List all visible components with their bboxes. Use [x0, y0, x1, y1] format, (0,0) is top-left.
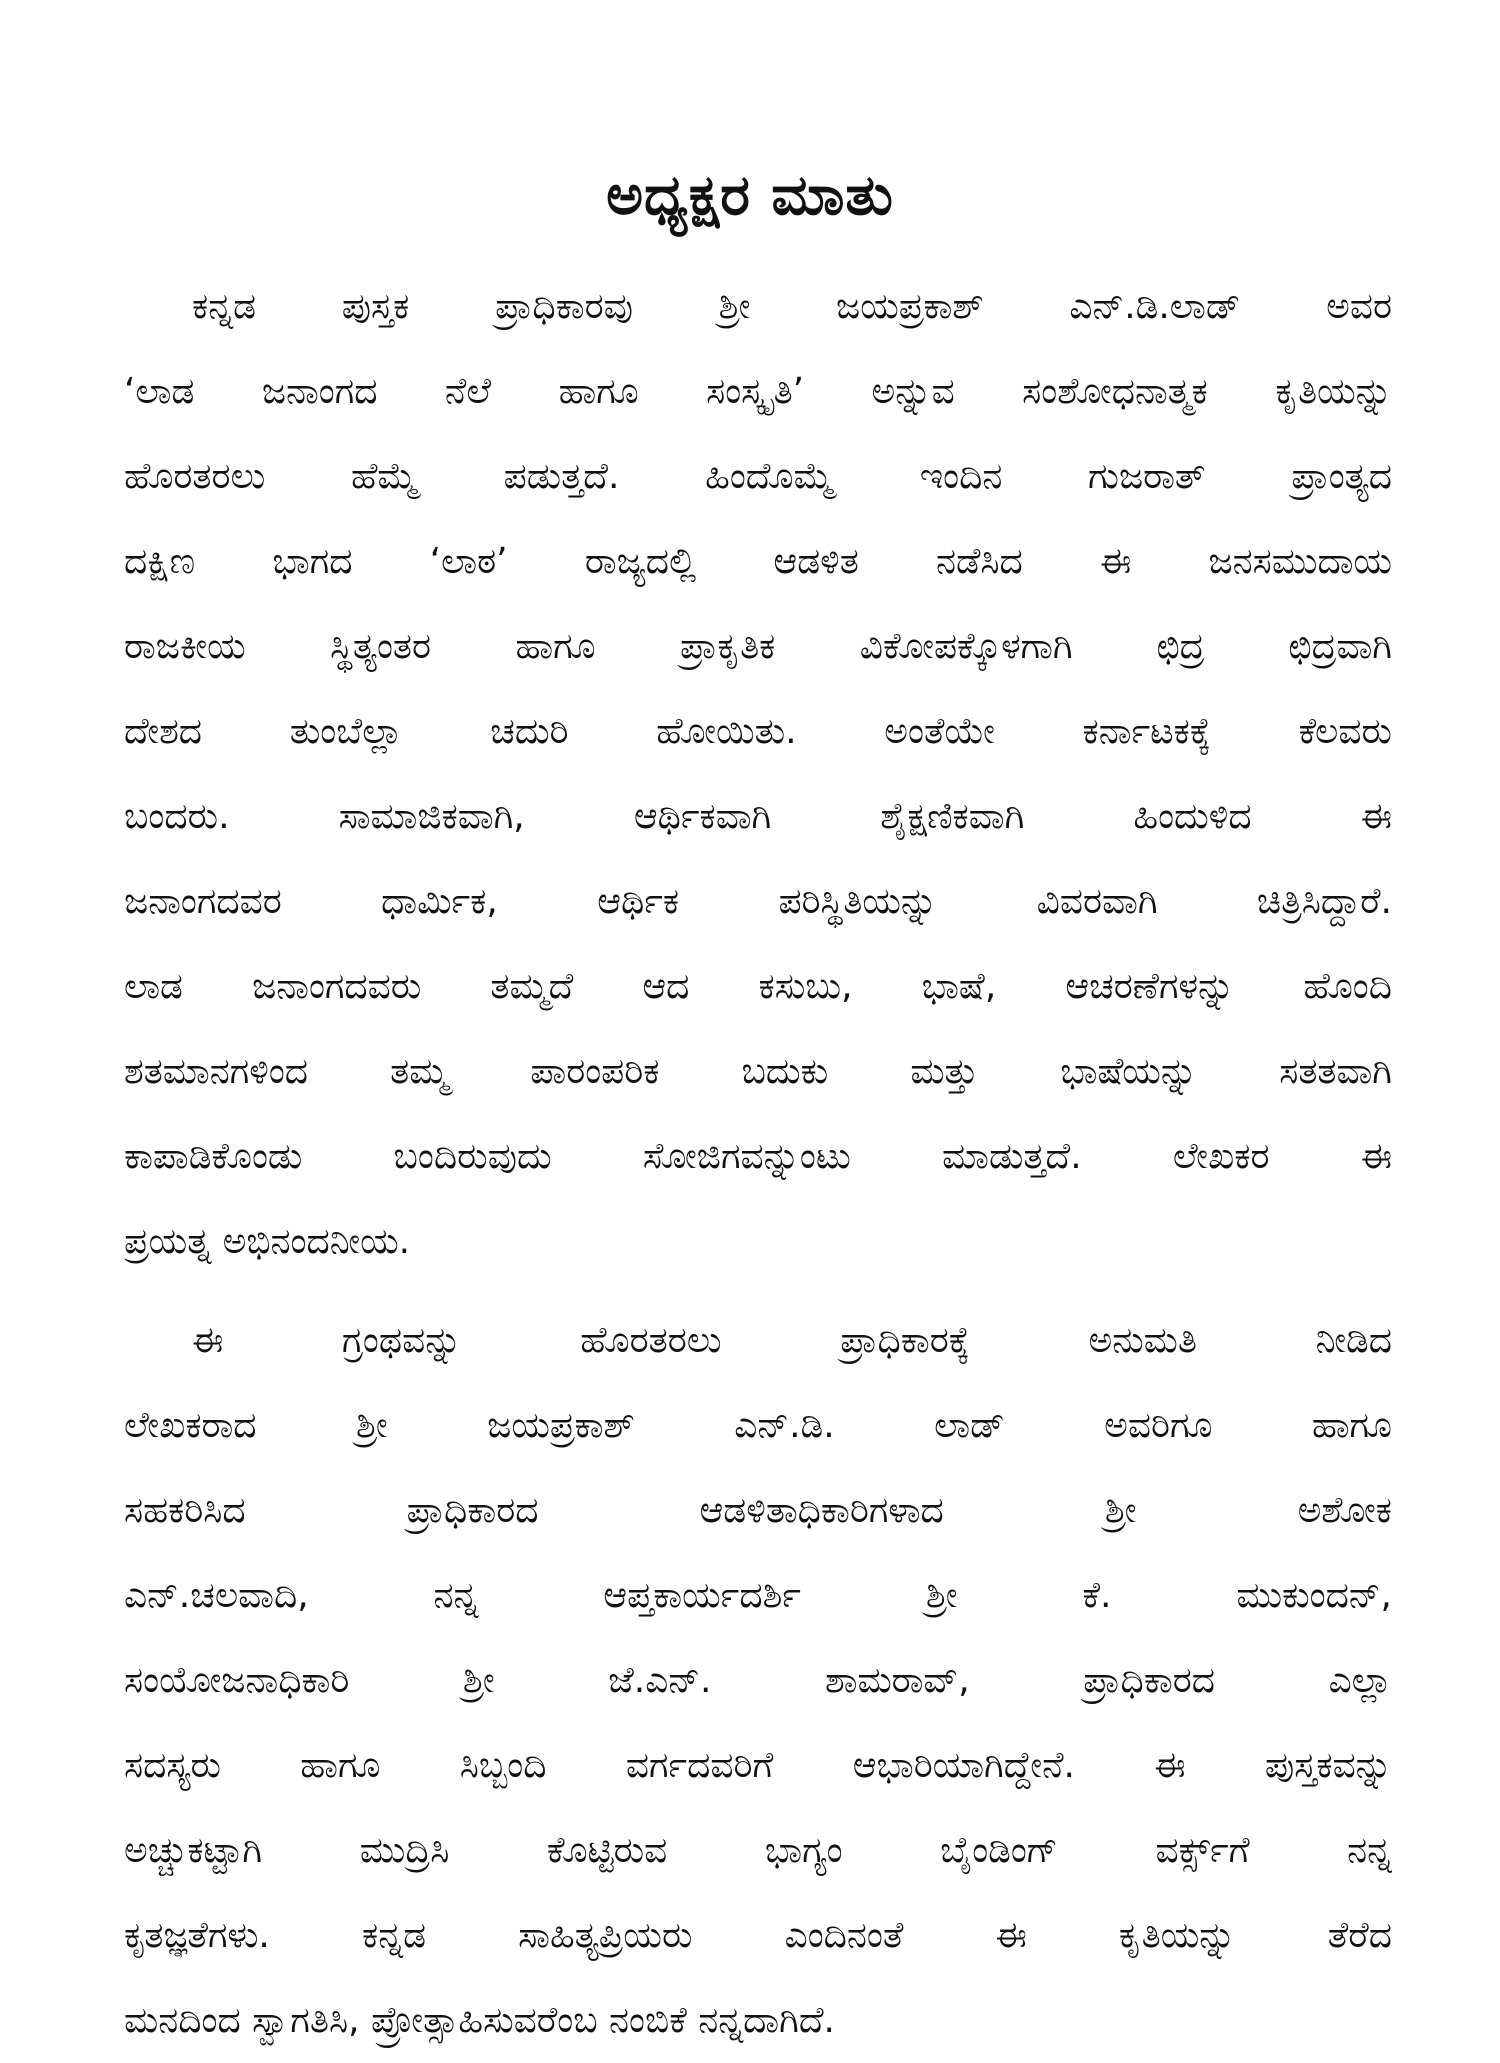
- paragraph-2-line-5: ಸಂಯೋಜನಾಧಿಕಾರಿ ಶ್ರೀ ಜೆ.ಎನ್. ಶಾಮರಾವ್, ಪ್ರಾಧಿಕಾರದ ಎಲ್ಲಾ: [124, 1660, 1392, 1701]
- paragraph-1-line-9: ಲಾಡ ಜನಾಂಗದವರು ತಮ್ಮದೆ ಆದ ಕಸುಬು, ಭಾಷೆ, ಆಚರಣೆಗಳನ್ನು ಹೊಂದಿ: [124, 966, 1392, 1007]
- paragraph-1: [124, 264, 1392, 1284]
- paragraph-2-line-6: ಸದಸ್ಯರು ಹಾಗೂ ಸಿಬ್ಬಂದಿ ವರ್ಗದವರಿಗೆ ಆಭಾರಿಯಾಗಿದ್ದೇನೆ. ಈ ಪುಸ್ತಕವನ್ನು: [124, 1745, 1392, 1786]
- paragraph-1-line-1: ಕನ್ನಡ ಪುಸ್ತಕ ಪ್ರಾಧಿಕಾರವು ಶ್ರೀ ಜಯಪ್ರಕಾಶ್ ಎನ್.ಡಿ.ಲಾಡ್ ಅವರ: [192, 286, 1392, 327]
- paragraph-1-line-2: ‘ಲಾಡ ಜನಾಂಗದ ನೆಲೆ ಹಾಗೂ ಸಂಸ್ಕೃತಿ’ ಅನ್ನುವ ಸಂಶೋಧನಾತ್ಮಕ ಕೃತಿಯನ್ನು: [124, 371, 1392, 412]
- document-body: [124, 264, 1392, 2063]
- page-title: ಅಧ್ಯಕ್ಷರ ಮಾತು: [606, 162, 894, 228]
- paragraph-2-line-1: ಈ ಗ್ರಂಥವನ್ನು ಹೊರತರಲು ಪ್ರಾಧಿಕಾರಕ್ಕೆ ಅನುಮತಿ ನೀಡಿದ: [192, 1320, 1392, 1361]
- paragraph-2-line-3: ಸಹಕರಿಸಿದ ಪ್ರಾಧಿಕಾರದ ಆಡಳಿತಾಧಿಕಾರಿಗಳಾದ ಶ್ರೀ ಅಶೋಕ: [124, 1490, 1392, 1531]
- paragraph-1-line-10: ಶತಮಾನಗಳಿಂದ ತಮ್ಮ ಪಾರಂಪರಿಕ ಬದುಕು ಮತ್ತು ಭಾಷೆಯನ್ನು ಸತತವಾಗಿ: [124, 1051, 1392, 1092]
- paragraph-1-line-6: ದೇಶದ ತುಂಬೆಲ್ಲಾ ಚದುರಿ ಹೋಯಿತು. ಅಂತೆಯೇ ಕರ್ನಾಟಕಕ್ಕೆ ಕೆಲವರು: [124, 711, 1392, 752]
- paragraph-2-line-2: ಲೇಖಕರಾದ ಶ್ರೀ ಜಯಪ್ರಕಾಶ್ ಎನ್.ಡಿ. ಲಾಡ್ ಅವರಿಗೂ ಹಾಗೂ: [124, 1405, 1392, 1446]
- paragraph-1-line-5: ರಾಜಕೀಯ ಸ್ಥಿತ್ಯಂತರ ಹಾಗೂ ಪ್ರಾಕೃತಿಕ ವಿಕೋಪಕ್ಕೊಳಗಾಗಿ ಛಿದ್ರ ಛಿದ್ರವಾಗಿ: [124, 626, 1392, 667]
- paragraph-1-line-8: ಜನಾಂಗದವರ ಧಾರ್ಮಿಕ, ಆರ್ಥಿಕ ಪರಿಸ್ಥಿತಿಯನ್ನು ವಿವರವಾಗಿ ಚಿತ್ರಿಸಿದ್ದಾರೆ.: [124, 881, 1392, 922]
- paragraph-2-line-8: ಕೃತಜ್ಞತೆಗಳು. ಕನ್ನಡ ಸಾಹಿತ್ಯಪ್ರಿಯರು ಎಂದಿನಂತೆ ಈ ಕೃತಿಯನ್ನು ತೆರೆದ: [124, 1915, 1392, 1956]
- paragraph-1-line-4: ದಕ್ಷಿಣ ಭಾಗದ ‘ಲಾಠ’ ರಾಜ್ಯದಲ್ಲಿ ಆಡಳಿತ ನಡೆಸಿದ ಈ ಜನಸಮುದಾಯ: [124, 541, 1392, 582]
- paragraph-1-line-11: ಕಾಪಾಡಿಕೊಂಡು ಬಂದಿರುವುದು ಸೋಜಿಗವನ್ನುಂಟು ಮಾಡುತ್ತದೆ. ಲೇಖಕರ ಈ: [124, 1136, 1392, 1177]
- paragraph-1-line-3: ಹೊರತರಲು ಹೆಮ್ಮೆ ಪಡುತ್ತದೆ. ಹಿಂದೊಮ್ಮೆ ಇಂದಿನ ಗುಜರಾತ್ ಪ್ರಾಂತ್ಯದ: [124, 456, 1392, 497]
- paragraph-2-line-7: ಅಚ್ಚುಕಟ್ಟಾಗಿ ಮುದ್ರಿಸಿ ಕೊಟ್ಟಿರುವ ಭಾಗ್ಯಂ ಬೈಂಡಿಂಗ್ ವರ್ಕ್ಸ್‌ಗೆ ನನ್ನ: [124, 1830, 1392, 1871]
- paragraph-1-line-7: ಬಂದರು. ಸಾಮಾಜಿಕವಾಗಿ, ಆರ್ಥಿಕವಾಗಿ ಶೈಕ್ಷಣಿಕವಾಗಿ ಹಿಂದುಳಿದ ಈ: [124, 796, 1392, 837]
- paragraph-1-line-12: ಪ್ರಯತ್ನ ಅಭಿನಂದನೀಯ.: [124, 1221, 411, 1262]
- paragraph-2-line-4: ಎನ್.ಚಲವಾದಿ, ನನ್ನ ಆಪ್ತಕಾರ್ಯದರ್ಶಿ ಶ್ರೀ ಕೆ. ಮುಕುಂದನ್,: [124, 1575, 1392, 1616]
- paragraph-2-line-9: ಮನದಿಂದ ಸ್ವಾಗತಿಸಿ, ಪ್ರೋತ್ಸಾಹಿಸುವರೆಂಬ ನಂಬಿಕೆ ನನ್ನದಾಗಿದೆ.: [124, 2000, 835, 2041]
- paragraph-2: [124, 1298, 1392, 2063]
